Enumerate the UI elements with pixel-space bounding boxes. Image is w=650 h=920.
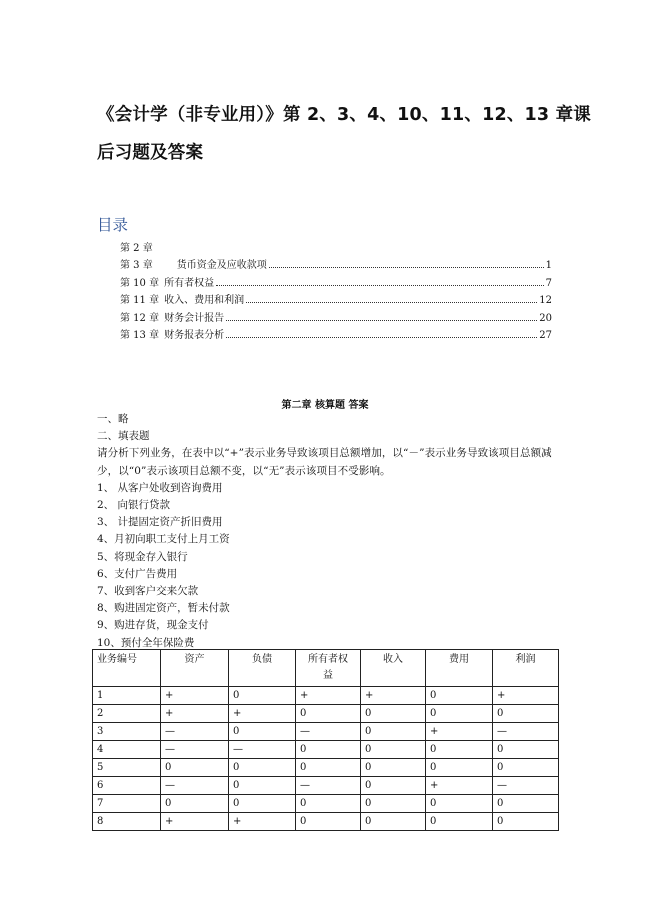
- table-row: [93, 795, 559, 813]
- toc-entry-title: 收入、费用和利润: [164, 295, 245, 307]
- table-of-contents: [120, 240, 552, 344]
- table-cell: 0: [493, 813, 559, 831]
- table-cell: 0: [426, 741, 493, 759]
- toc-entry[interactable]: [120, 327, 552, 344]
- table-header-row: [93, 650, 559, 687]
- table-cell: +: [296, 687, 361, 705]
- table-body: [93, 687, 559, 831]
- instruction-text: 请分析下列业务，在表中以“+”表示业务导致该项目总额增加，以“－”表示业务导致该项目总额减少，以“0”表示该项目总额不变，以“无”表示该项目不受影响。: [97, 447, 552, 477]
- table-cell: 0: [361, 759, 426, 777]
- table-cell: —: [161, 741, 229, 759]
- table-cell: 0: [296, 759, 361, 777]
- toc-entry-chapter: 第 12 章: [120, 312, 160, 324]
- toc-entry-chapter: 第 13 章: [120, 329, 160, 341]
- toc-entry-page: 12: [539, 295, 552, 307]
- toc-dot-leader: [246, 301, 537, 303]
- table-cell: +: [161, 687, 229, 705]
- table-cell: 0: [426, 705, 493, 723]
- table-cell: 0: [296, 705, 361, 723]
- table-cell: +: [361, 687, 426, 705]
- toc-dot-leader: [226, 319, 537, 321]
- toc-entry[interactable]: [120, 240, 552, 257]
- transaction-item: 5、将现金存入银行: [97, 550, 188, 563]
- toc-entry[interactable]: [120, 257, 552, 274]
- table-cell: +: [229, 813, 296, 831]
- table-cell: 0: [229, 777, 296, 795]
- toc-entry-page: 1: [545, 260, 552, 272]
- table-cell: —: [229, 741, 296, 759]
- table-cell: 7: [93, 795, 161, 813]
- toc-entry-page: 27: [539, 329, 552, 341]
- table-cell: 1: [93, 687, 161, 705]
- table-cell: 0: [361, 813, 426, 831]
- toc-entry-chapter: 第 3 章: [120, 260, 153, 272]
- table-row: [93, 759, 559, 777]
- table-cell: 0: [161, 759, 229, 777]
- answer-table: [92, 649, 559, 831]
- transaction-item: 9、购进存货，现金支付: [97, 619, 209, 632]
- toc-entry-title: 所有者权益: [164, 277, 215, 289]
- table-cell: 0: [493, 759, 559, 777]
- table-cell: 0: [229, 723, 296, 741]
- table-cell: 6: [93, 777, 161, 795]
- toc-entry-chapter: 第 10 章: [120, 277, 160, 289]
- table-cell: —: [296, 777, 361, 795]
- table-cell: +: [161, 813, 229, 831]
- table-cell: 0: [426, 687, 493, 705]
- table-cell: +: [493, 687, 559, 705]
- table-cell: 0: [361, 777, 426, 795]
- transaction-list: [97, 480, 559, 652]
- table-header-cell: 费用: [426, 650, 493, 687]
- table-cell: +: [426, 723, 493, 741]
- toc-dot-leader: [226, 336, 537, 338]
- table-cell: 0: [426, 813, 493, 831]
- toc-entry[interactable]: [120, 310, 552, 327]
- table-cell: 0: [493, 705, 559, 723]
- table-cell: 8: [93, 813, 161, 831]
- table-cell: 5: [93, 759, 161, 777]
- section-heading: 第二章 核算题 答案: [281, 400, 369, 411]
- part-2-label: 二、填表题: [97, 430, 150, 443]
- toc-entry[interactable]: [120, 292, 552, 309]
- table-cell: 0: [361, 723, 426, 741]
- document-title: [97, 96, 591, 172]
- table-row: [93, 777, 559, 795]
- table-header-cell: 业务编号: [93, 650, 161, 687]
- table-row: [93, 687, 559, 705]
- section-body: [97, 411, 559, 652]
- table-header-cell: 所有者权 益: [296, 650, 361, 687]
- toc-entry-title: 财务报表分析: [164, 329, 225, 341]
- toc-dot-leader: [269, 266, 544, 268]
- transaction-item: 3、 计提固定资产折旧费用: [97, 516, 223, 529]
- table-cell: 0: [361, 741, 426, 759]
- table-header-cell: 收入: [361, 650, 426, 687]
- toc-entry[interactable]: [120, 275, 552, 292]
- transaction-item: 2、 向银行贷款: [97, 499, 171, 512]
- transaction-item: 7、收到客户交来欠款: [97, 585, 199, 598]
- toc-heading: 目录: [97, 216, 129, 234]
- transaction-item: 8、购进固定资产，暂未付款: [97, 602, 230, 615]
- transaction-item: 4、月初向职工支付上月工资: [97, 533, 230, 546]
- table-header-cell: 资产: [161, 650, 229, 687]
- table-cell: +: [229, 705, 296, 723]
- table-cell: —: [493, 777, 559, 795]
- table-cell: 0: [361, 705, 426, 723]
- table-cell: 0: [361, 795, 426, 813]
- table-cell: 3: [93, 723, 161, 741]
- transaction-item: 1、 从客户处收到咨询费用: [97, 481, 223, 494]
- table-cell: —: [161, 777, 229, 795]
- table-row: [93, 741, 559, 759]
- transaction-item: 10、预付全年保险费: [97, 636, 195, 649]
- table-header-cell: 利润: [493, 650, 559, 687]
- toc-dot-leader: [216, 284, 544, 286]
- toc-entry-chapter: 第 2 章: [120, 243, 153, 254]
- table-cell: 0: [296, 741, 361, 759]
- table-cell: 0: [426, 759, 493, 777]
- part-1-label: 一、略: [97, 413, 129, 425]
- table-cell: 0: [296, 813, 361, 831]
- table-row: [93, 705, 559, 723]
- table-row: [93, 723, 559, 741]
- table-cell: 0: [426, 795, 493, 813]
- toc-entry-title: 财务会计报告: [164, 312, 225, 324]
- toc-entry-page: 20: [539, 312, 552, 324]
- table-cell: 0: [229, 795, 296, 813]
- table-cell: 0: [229, 759, 296, 777]
- table-cell: 4: [93, 741, 161, 759]
- table-cell: +: [426, 777, 493, 795]
- table-cell: +: [161, 705, 229, 723]
- table-cell: 0: [296, 795, 361, 813]
- table-header-cell: 负债: [229, 650, 296, 687]
- table-cell: —: [296, 723, 361, 741]
- toc-entry-title: 货币资金及应收款项: [176, 260, 267, 272]
- document-title-line-2: 后习题及答案: [97, 143, 204, 163]
- table-cell: —: [493, 723, 559, 741]
- document-title-line-1: 《会计学（非专业用）》第 2、3、4、10、11、12、13 章课: [97, 105, 591, 125]
- table-cell: 0: [161, 795, 229, 813]
- table-cell: 0: [493, 741, 559, 759]
- table-cell: 0: [229, 687, 296, 705]
- table-cell: —: [161, 723, 229, 741]
- table-cell: 2: [93, 705, 161, 723]
- table-cell: 0: [493, 795, 559, 813]
- table-row: [93, 813, 559, 831]
- toc-entry-page: 7: [545, 277, 552, 289]
- transaction-item: 6、支付广告费用: [97, 567, 178, 580]
- toc-entry-chapter: 第 11 章: [120, 295, 160, 307]
